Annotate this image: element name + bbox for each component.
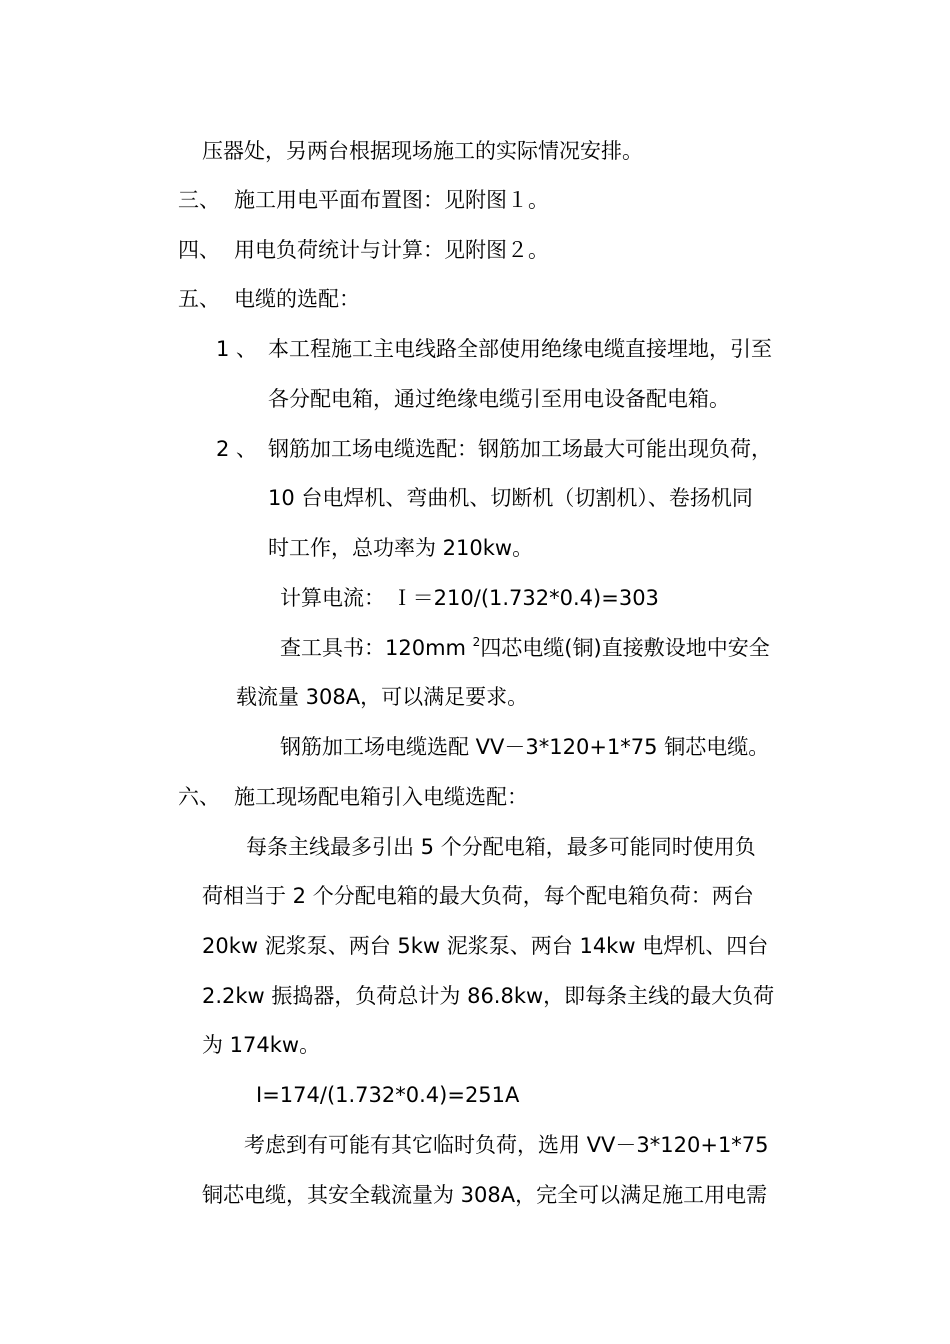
section-4-heading <box>178 235 549 265</box>
lookup-text: 四芯电缆(铜)直接敷设地中安全 <box>480 636 770 660</box>
list-item-2-continuation: 10 台电焊机、弯曲机、切断机（切割机）、卷扬机同 <box>268 486 753 510</box>
paragraph-line: 2.2kw 振捣器，负荷总计为 86.8kw，即每条主线的最大负荷 <box>202 984 775 1008</box>
list-text: 钢筋加工场电缆选配：钢筋加工场最大可能出现负荷， <box>268 437 772 461</box>
list-text: 本工程施工主电线路全部使用绝缘电缆直接埋地，引至 <box>268 337 772 361</box>
list-number: 1 、 <box>216 337 258 361</box>
paragraph-line: 20kw 泥浆泵、两台 5kw 泥浆泵、两台 14kw 电焊机、四台 <box>202 934 769 958</box>
list-item-2-continuation: 时工作，总功率为 210kw。 <box>268 536 534 560</box>
lookup-text: 查工具书：120mm <box>280 636 473 660</box>
superscript: 2 <box>472 635 481 649</box>
section-3-heading <box>178 185 549 215</box>
paragraph-line: 压器处，另两台根据现场施工的实际情况安排。 <box>202 139 643 163</box>
section-number: 五、 <box>178 287 220 311</box>
paragraph-line: 每条主线最多引出 5 个分配电箱，最多可能同时使用负 <box>246 835 756 859</box>
section-number: 六、 <box>178 785 220 809</box>
section-number: 三、 <box>178 188 220 212</box>
lookup-line <box>280 633 770 663</box>
paragraph-line: 为 174kw。 <box>202 1033 321 1057</box>
section-title: 施工现场配电箱引入电缆选配： <box>234 785 528 809</box>
list-item-1-continuation: 各分配电箱，通过绝缘电缆引至用电设备配电箱。 <box>268 387 730 411</box>
section-number: 四、 <box>178 238 220 262</box>
section-title: 用电负荷统计与计算：见附图２。 <box>234 238 549 262</box>
section-5-heading <box>178 284 360 314</box>
list-item-2 <box>216 434 772 464</box>
cable-choice-line: 钢筋加工场电缆选配 VV－3*120+1*75 铜芯电缆。 <box>280 735 770 759</box>
section-title: 施工用电平面布置图：见附图１。 <box>234 188 549 212</box>
calculation-line: I=174/(1.732*0.4)=251A <box>256 1083 520 1107</box>
paragraph-line: 铜芯电缆，其安全载流量为 308A，完全可以满足施工用电需 <box>202 1183 768 1207</box>
section-6-heading <box>178 782 528 812</box>
paragraph-line: 荷相当于 2 个分配电箱的最大负荷，每个配电箱负荷：两台 <box>202 884 754 908</box>
paragraph-line: 考虑到有可能有其它临时负荷，选用 VV－3*120+1*75 <box>244 1133 769 1157</box>
calculation-line: 计算电流： Ｉ＝210/(1.732*0.4)=303 <box>280 586 659 610</box>
section-title: 电缆的选配： <box>234 287 360 311</box>
list-number: 2 、 <box>216 437 258 461</box>
list-item-1 <box>216 334 772 364</box>
lookup-continuation: 载流量 308A，可以满足要求。 <box>236 685 529 709</box>
